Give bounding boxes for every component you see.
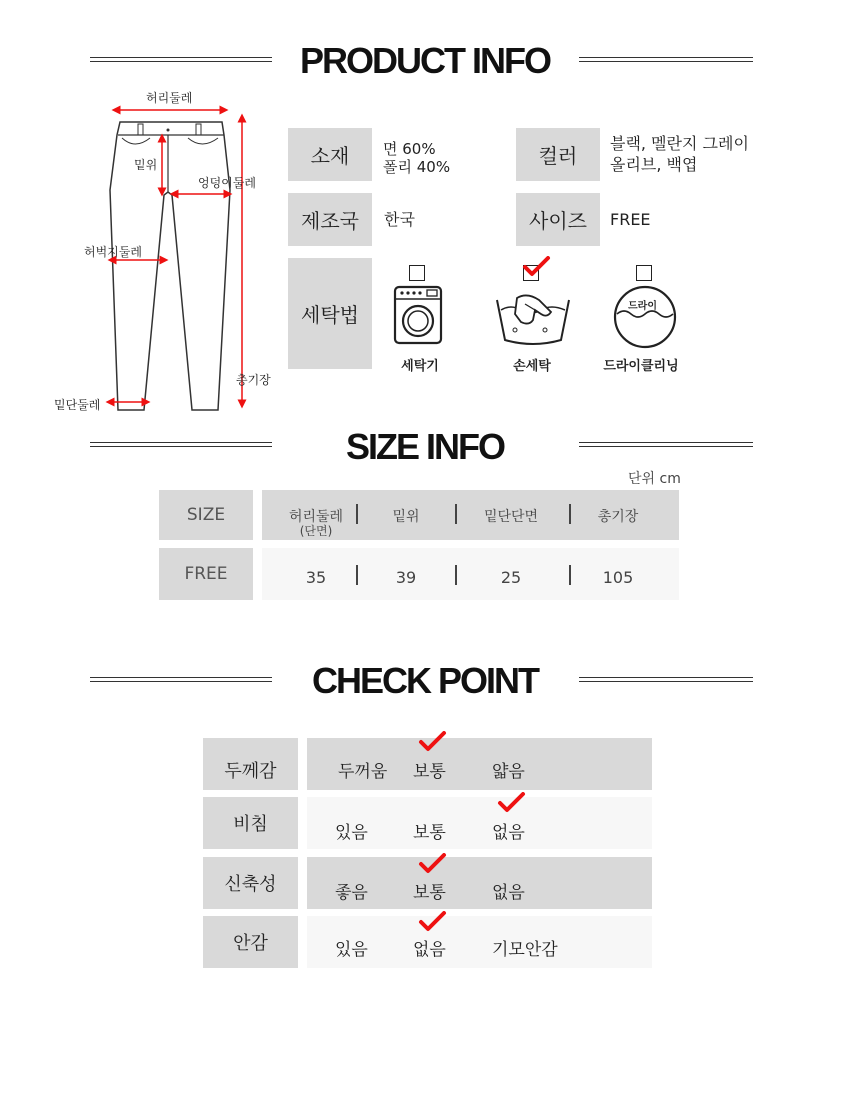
cp-option-none: 없음 <box>492 823 525 843</box>
color-label-cell: 컬러 <box>516 128 600 181</box>
cp-row-label-sheer: 비침 <box>203 797 298 849</box>
cp-check-icon <box>418 731 448 753</box>
size-header-label: SIZE <box>159 490 253 540</box>
cp-check-icon <box>497 792 527 814</box>
col-waist-header: 허리둘레 <box>288 509 344 525</box>
value-sep-3 <box>569 565 571 585</box>
cp-option-thick: 두꺼움 <box>338 762 388 782</box>
hand-wash-label: 손세탁 <box>513 359 551 374</box>
value-sep-2 <box>455 565 457 585</box>
check-rule-right <box>579 677 753 682</box>
cp-option-normal: 보통 <box>413 883 446 903</box>
col-length-header: 총기장 <box>597 509 639 525</box>
size-unit: 단위 cm <box>628 471 681 487</box>
color-value-2: 올리브, 백엽 <box>610 155 698 174</box>
wash-label-cell: 세탁법 <box>288 258 372 369</box>
cp-option-normal: 보통 <box>413 762 446 782</box>
cp-row-label-lining: 안감 <box>203 916 298 968</box>
col-waist-sub: (단면) <box>299 524 333 538</box>
size-label-cell: 사이즈 <box>516 193 600 246</box>
cp-option-fleece: 기모안감 <box>492 940 558 960</box>
dry-clean-icon <box>612 284 678 354</box>
material-value-2: 폴리 40% <box>383 158 451 176</box>
rise-dim-label: 밑위 <box>134 158 158 172</box>
col-rise-header: 밑위 <box>392 509 420 525</box>
length-dim-label: 총기장 <box>236 373 271 387</box>
col-hem-header: 밑단단면 <box>483 509 539 525</box>
cp-option-yes: 있음 <box>335 823 368 843</box>
cp-option-normal: 보통 <box>413 823 446 843</box>
color-value-1: 블랙, 멜란지 그레이 <box>610 134 749 153</box>
size-info-title: SIZE INFO <box>345 426 504 467</box>
rise-value: 39 <box>395 568 417 587</box>
header-sep-3 <box>569 504 571 524</box>
check-point-title: CHECK POINT <box>311 660 538 701</box>
cp-row-label-thickness: 두께감 <box>203 738 298 790</box>
cp-check-icon <box>418 911 448 933</box>
header-sep-2 <box>455 504 457 524</box>
title-rule-right <box>579 57 753 62</box>
hip-dim-label: 엉덩이둘레 <box>198 176 256 190</box>
material-value-1: 면 60% <box>383 140 436 158</box>
value-sep-1 <box>356 565 358 585</box>
cp-option-good: 좋음 <box>335 883 368 903</box>
size-value: FREE <box>610 210 651 229</box>
cp-check-icon <box>418 853 448 875</box>
size-row-label: FREE <box>159 548 253 600</box>
wash-machine-checkbox <box>409 265 425 281</box>
cp-option-yes: 있음 <box>335 940 368 960</box>
dry-clean-checkbox <box>636 265 652 281</box>
cp-option-thin: 얇음 <box>492 762 525 782</box>
cp-option-none: 없음 <box>413 940 446 960</box>
hem-dim-label: 밑단둘레 <box>54 398 101 412</box>
washing-machine-icon <box>393 285 445 351</box>
pants-outline-icon <box>40 80 280 420</box>
pants-diagram <box>40 80 280 420</box>
dry-icon-text: 드라이 <box>628 301 657 312</box>
hand-wash-check-icon <box>522 256 552 278</box>
hand-wash-icon <box>495 290 571 350</box>
size-rule-right <box>579 442 753 447</box>
hem-value: 25 <box>500 568 522 587</box>
cp-option-none: 없음 <box>492 883 525 903</box>
product-info-title: PRODUCT INFO <box>300 40 550 81</box>
material-label-cell: 소재 <box>288 128 372 181</box>
waist-value: 35 <box>305 568 327 587</box>
cp-row-label-stretch: 신축성 <box>203 857 298 909</box>
waist-dim-label: 허리둘레 <box>146 91 193 105</box>
wash-machine-label: 세탁기 <box>401 359 439 374</box>
thigh-dim-label: 허벅지둘레 <box>84 245 142 259</box>
origin-label-cell: 제조국 <box>288 193 372 246</box>
dry-clean-label: 드라이클리닝 <box>603 359 679 374</box>
length-value: 105 <box>602 568 634 587</box>
header-sep-1 <box>356 504 358 524</box>
origin-value: 한국 <box>384 210 415 229</box>
